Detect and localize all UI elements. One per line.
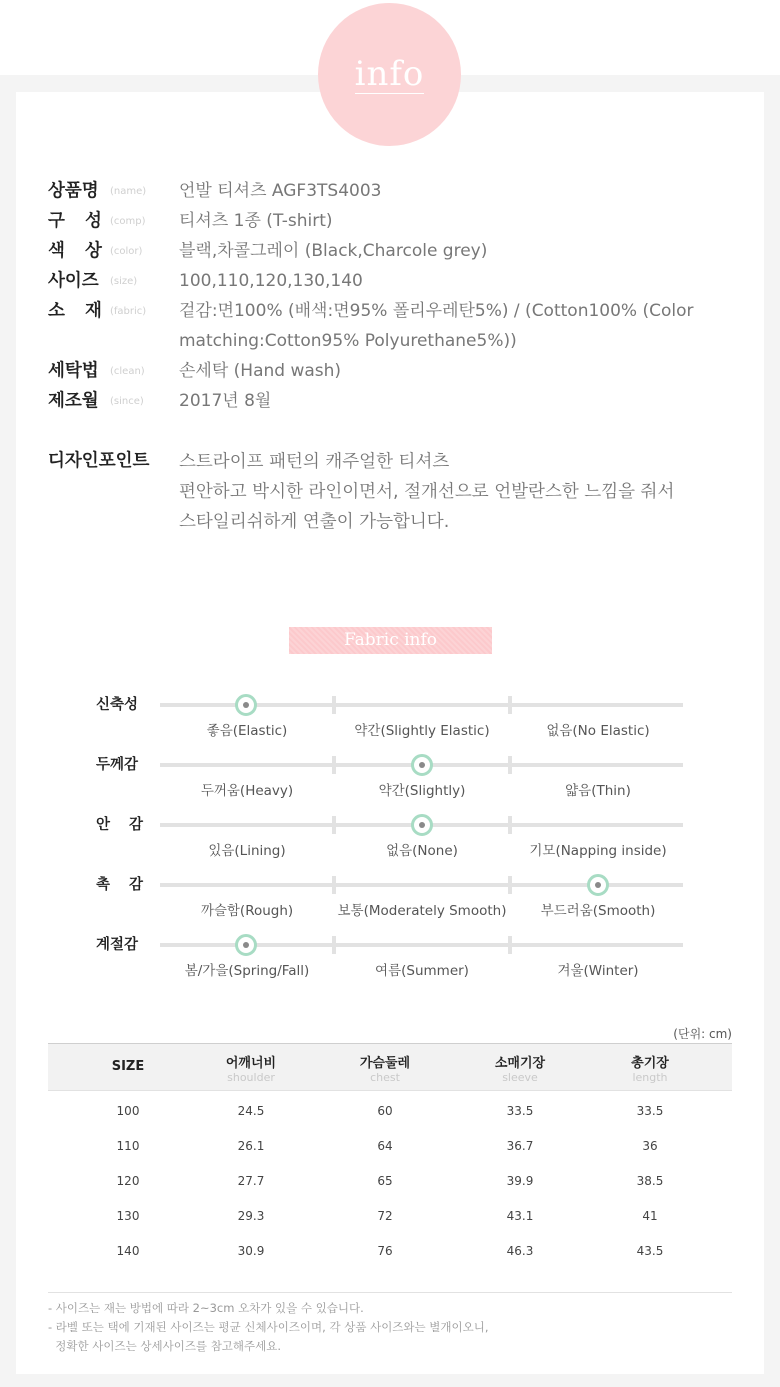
spec-label: 색 상 — [48, 241, 102, 261]
header-size — [58, 1044, 198, 1092]
scale-divider — [332, 936, 336, 954]
size-table-header — [48, 1043, 732, 1091]
table-cell: 46.3 — [506, 1244, 534, 1258]
fabric-option-label: 없음(No Elastic) — [546, 723, 650, 739]
spec-eng: (size) — [110, 276, 138, 287]
scale-divider — [508, 696, 512, 714]
table-cell: 36.7 — [506, 1139, 534, 1153]
table-cell: 72 — [377, 1209, 393, 1223]
spec-label: 소 재 — [48, 301, 102, 321]
fabric-option-label: 약간(Slightly Elastic) — [354, 723, 490, 739]
header-shoulder — [181, 1044, 321, 1092]
fabric-level-marker — [411, 754, 433, 776]
fabric-option-label: 겨울(Winter) — [557, 963, 639, 979]
fabric-level-marker — [587, 874, 609, 896]
table-cell: 110 — [116, 1139, 140, 1153]
fabric-option-label: 없음(None) — [386, 843, 458, 859]
table-cell: 26.1 — [237, 1139, 265, 1153]
header-en: shoulder — [227, 1071, 275, 1084]
fabric-info-title: Fabric info — [289, 627, 492, 654]
spec-label: 제조월 — [48, 391, 99, 411]
scale-divider — [332, 876, 336, 894]
fabric-option-label: 있음(Lining) — [208, 843, 286, 859]
size-notes — [48, 1292, 732, 1356]
table-cell: 38.5 — [636, 1174, 664, 1188]
fabric-option-label: 두꺼움(Heavy) — [200, 783, 294, 799]
table-cell: 43.1 — [506, 1209, 534, 1223]
header-ko: 가슴둘레 — [359, 1056, 411, 1071]
table-row — [48, 1164, 732, 1199]
scale-divider — [508, 936, 512, 954]
note-line: - 라벨 또는 택에 기재된 사이즈는 평균 신체사이즈이며, 각 상품 사이즈와는 별개이오니, — [48, 1320, 489, 1334]
design-line: 스타일리쉬하게 연출이 가능합니다. — [179, 512, 450, 532]
spec-label: 구 성 — [48, 211, 102, 231]
table-cell: 65 — [377, 1174, 393, 1188]
scale-divider — [332, 756, 336, 774]
table-cell: 33.5 — [506, 1104, 534, 1118]
spec-value: 언발 티셔츠 AGF3TS4003 — [179, 181, 382, 201]
spec-label: 사이즈 — [48, 271, 99, 291]
scale-divider — [332, 816, 336, 834]
table-cell: 39.9 — [506, 1174, 534, 1188]
design-line: 편안하고 박시한 라인이면서, 절개선으로 언발란스한 느낌을 줘서 — [179, 482, 675, 502]
scale-divider — [508, 756, 512, 774]
header-en: sleeve — [502, 1071, 538, 1084]
spec-value: 손세탁 (Hand wash) — [179, 361, 342, 381]
design-point-label: 디자인포인트 — [48, 451, 150, 471]
header-ko: 어깨너비 — [225, 1056, 277, 1071]
table-cell: 100 — [116, 1104, 140, 1118]
fabric-option-label: 기모(Napping inside) — [529, 843, 667, 859]
header-chest — [315, 1044, 455, 1092]
table-cell: 41 — [642, 1209, 658, 1223]
header-ko: 소매기장 — [494, 1056, 546, 1071]
header-size-ko: SIZE — [111, 1059, 145, 1074]
info-badge-label: info — [354, 54, 425, 94]
table-cell: 120 — [116, 1174, 140, 1188]
fabric-option-label: 좋음(Elastic) — [206, 723, 288, 739]
table-cell: 60 — [377, 1104, 393, 1118]
spec-value: 블랙,차콜그레이 (Black,Charcole grey) — [179, 241, 488, 261]
fabric-option-label: 부드러움(Smooth) — [540, 903, 656, 919]
unit-label: (단위: cm) — [673, 1027, 732, 1041]
note-line: 정확한 사이즈는 상세사이즈를 참고해주세요. — [48, 1339, 282, 1353]
size-table-body — [48, 1091, 732, 1269]
spec-value: 2017년 8월 — [179, 391, 272, 411]
fabric-level-marker — [235, 694, 257, 716]
fabric-option-label: 보통(Moderately Smooth) — [337, 903, 507, 919]
header-en: chest — [370, 1071, 400, 1084]
table-cell: 30.9 — [237, 1244, 265, 1258]
spec-eng: (clean) — [110, 366, 145, 377]
header-length — [580, 1044, 720, 1092]
table-cell: 64 — [377, 1139, 393, 1153]
spec-label: 세탁법 — [48, 361, 99, 381]
scale-divider — [508, 876, 512, 894]
fabric-option-label: 약간(Slightly) — [378, 783, 466, 799]
fabric-option-label: 까슬함(Rough) — [200, 903, 294, 919]
spec-value: 겉감:면100% (배색:면95% 폴리우레탄5%) / (Cotton100% (Color matching:Cotton95% Polyurethane5%)) — [179, 301, 694, 351]
fabric-option-label: 얇음(Thin) — [565, 783, 631, 799]
table-row — [48, 1199, 732, 1234]
table-cell: 36 — [642, 1139, 658, 1153]
table-row — [48, 1094, 732, 1129]
table-row — [48, 1234, 732, 1269]
design-line: 스트라이프 패턴의 캐주얼한 티셔츠 — [179, 452, 450, 472]
table-cell: 27.7 — [237, 1174, 265, 1188]
spec-value: 티셔츠 1종 (T-shirt) — [179, 211, 333, 231]
spec-eng: (color) — [110, 246, 143, 257]
table-cell: 140 — [116, 1244, 140, 1258]
table-cell: 33.5 — [636, 1104, 664, 1118]
fabric-option-label: 여름(Summer) — [375, 963, 469, 979]
spec-eng: (name) — [110, 186, 147, 197]
header-ko: 총기장 — [631, 1056, 669, 1071]
table-row — [48, 1129, 732, 1164]
info-badge — [318, 3, 461, 146]
spec-eng: (comp) — [110, 216, 146, 227]
table-cell: 29.3 — [237, 1209, 265, 1223]
table-cell: 76 — [377, 1244, 393, 1258]
fabric-level-marker — [235, 934, 257, 956]
fabric-row-label: 계절감 — [96, 937, 139, 953]
spec-value: 100,110,120,130,140 — [179, 271, 363, 291]
scale-divider — [332, 696, 336, 714]
size-table — [48, 1043, 732, 1269]
spec-eng: (fabric) — [110, 306, 147, 317]
table-cell: 43.5 — [636, 1244, 664, 1258]
spec-label: 상품명 — [48, 181, 99, 201]
fabric-row-label: 신축성 — [96, 697, 139, 713]
note-line: - 사이즈는 재는 방법에 따라 2~3cm 오차가 있을 수 있습니다. — [48, 1301, 364, 1315]
fabric-row-label: 두께감 — [96, 757, 139, 773]
header-sleeve — [450, 1044, 590, 1092]
table-cell: 24.5 — [237, 1104, 265, 1118]
header-en: length — [632, 1071, 668, 1084]
spec-eng: (since) — [110, 396, 144, 407]
scale-divider — [508, 816, 512, 834]
design-point-text — [179, 447, 739, 537]
fabric-row-label: 촉 감 — [96, 877, 144, 893]
table-cell: 130 — [116, 1209, 140, 1223]
fabric-option-label: 봄/가을(Spring/Fall) — [184, 963, 310, 979]
fabric-row-label: 안 감 — [96, 817, 144, 833]
fabric-level-marker — [411, 814, 433, 836]
